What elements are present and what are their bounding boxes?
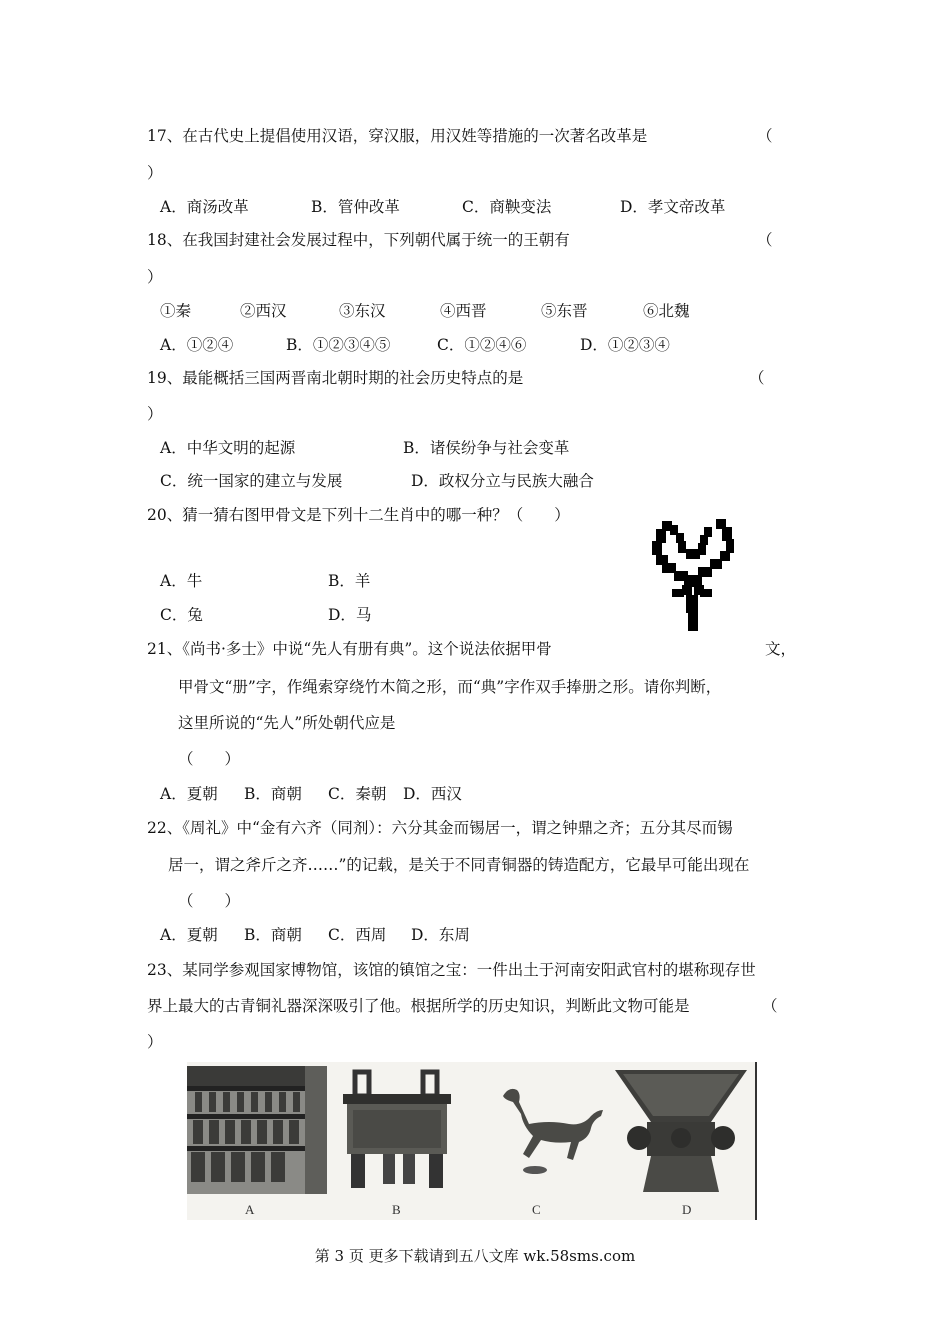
q19-paren-open: （ xyxy=(749,369,765,387)
q21-option-b: B．商朝 xyxy=(244,785,302,803)
q20-option-b: B．羊 xyxy=(328,572,371,590)
q17-option-b: B．管仲改革 xyxy=(311,198,400,216)
q18-item-5: ⑤东晋 xyxy=(541,302,588,320)
q22-option-d: D．东周 xyxy=(411,926,470,944)
artifact-label-b: B xyxy=(392,1202,401,1217)
q18-stem: 18、在我国封建社会发展过程中，下列朝代属于统一的王朝有 xyxy=(147,231,570,249)
artifact-label-d: D xyxy=(682,1202,692,1217)
q22-paren: （ ） xyxy=(178,892,241,910)
q17-option-a: A．商汤改革 xyxy=(160,198,249,216)
q17-option-c: C．商鞅变法 xyxy=(462,198,552,216)
artifact-label-c: C xyxy=(532,1202,541,1217)
q23-line2: 界上最大的古青铜礼器深深吸引了他。根据所学的历史知识，判断此文物可能是 xyxy=(147,997,690,1015)
q20-option-a: A．牛 xyxy=(160,572,203,590)
q23-paren-open: （ xyxy=(762,997,778,1015)
q18-option-d: D．①②③④ xyxy=(580,336,670,354)
q18-item-6: ⑥北魏 xyxy=(643,302,690,320)
page-footer: 第 3 页 更多下载请到五八文库 wk.58sms.com xyxy=(314,1247,636,1265)
q21-option-c: C．秦朝 xyxy=(328,785,387,803)
q17-option-d: D．孝文帝改革 xyxy=(620,198,726,216)
q18-item-4: ④西晋 xyxy=(440,302,487,320)
q20-option-c: C．兔 xyxy=(160,606,203,624)
q19-option-d: D．政权分立与民族大融合 xyxy=(411,472,594,490)
q19-stem: 19、最能概括三国两晋南北朝时期的社会历史特点的是 xyxy=(147,369,524,387)
q21-line1-tail: 文， xyxy=(765,640,797,658)
q23-paren-close: ） xyxy=(147,1033,163,1051)
q18-paren-open: （ xyxy=(757,231,773,249)
q22-option-c: C．西周 xyxy=(328,926,387,944)
q21-line2: 甲骨文“册”字，作绳索穿绕竹木简之形，而“典”字作双手捧册之形。请你判断， xyxy=(178,678,722,696)
q18-option-c: C．①②④⑥ xyxy=(437,336,527,354)
oracle-bone-glyph-image xyxy=(648,515,740,635)
q17-paren-close: ） xyxy=(147,164,163,182)
q18-item-2: ②西汉 xyxy=(240,302,287,320)
q18-item-1: ①秦 xyxy=(160,302,192,320)
q19-paren-close: ） xyxy=(147,405,163,423)
q21-paren: （ ） xyxy=(178,750,241,768)
q18-option-a: A．①②④ xyxy=(160,336,234,354)
q17-paren-open: （ xyxy=(757,127,773,145)
artifact-d-zun-image xyxy=(611,1064,751,1198)
q22-line1: 22、《周礼》中“金有六齐（同剂）：六分其金而锡居一，谓之钟鼎之齐；五分其尽而锡 xyxy=(147,819,733,837)
artifact-label-a: A xyxy=(245,1202,255,1217)
q21-line3: 这里所说的“先人”所处朝代应是 xyxy=(178,714,396,732)
q17-stem: 17、在古代史上提倡使用汉语，穿汉服，用汉姓等措施的一次著名改革是 xyxy=(147,127,648,145)
q18-option-b: B．①②③④⑤ xyxy=(286,336,391,354)
q18-paren-close: ） xyxy=(147,268,163,286)
artifact-a-bells-image xyxy=(187,1066,327,1194)
q19-option-b: B．诸侯纷争与社会变革 xyxy=(403,439,570,457)
q22-option-a: A．夏朝 xyxy=(160,926,218,944)
q19-option-a: A．中华文明的起源 xyxy=(160,439,296,457)
q21-line1: 21、《尚书·多士》中说“先人有册有典”。这个说法依据甲骨 xyxy=(147,640,552,658)
artifact-b-ding-image xyxy=(337,1068,457,1198)
q20-option-d: D．马 xyxy=(328,606,372,624)
q21-option-d: D．西汉 xyxy=(403,785,462,803)
q23-line1: 23、某同学参观国家博物馆，该馆的镇馆之宝：一件出土于河南安阳武官村的堪称现存世 xyxy=(147,961,756,979)
q18-item-3: ③东汉 xyxy=(339,302,386,320)
q22-option-b: B．商朝 xyxy=(244,926,302,944)
artifact-c-horse-image xyxy=(485,1074,625,1184)
artifact-photo-strip xyxy=(187,1062,757,1220)
q19-option-c: C．统一国家的建立与发展 xyxy=(160,472,343,490)
q22-line2: 居一，谓之斧斤之齐……”的记载，是关于不同青铜器的铸造配方，它最早可能出现在 xyxy=(168,856,750,874)
q20-stem: 20、猜一猜右图甲骨文是下列十二生肖中的哪一种？（ ） xyxy=(147,506,570,524)
q21-option-a: A．夏朝 xyxy=(160,785,218,803)
